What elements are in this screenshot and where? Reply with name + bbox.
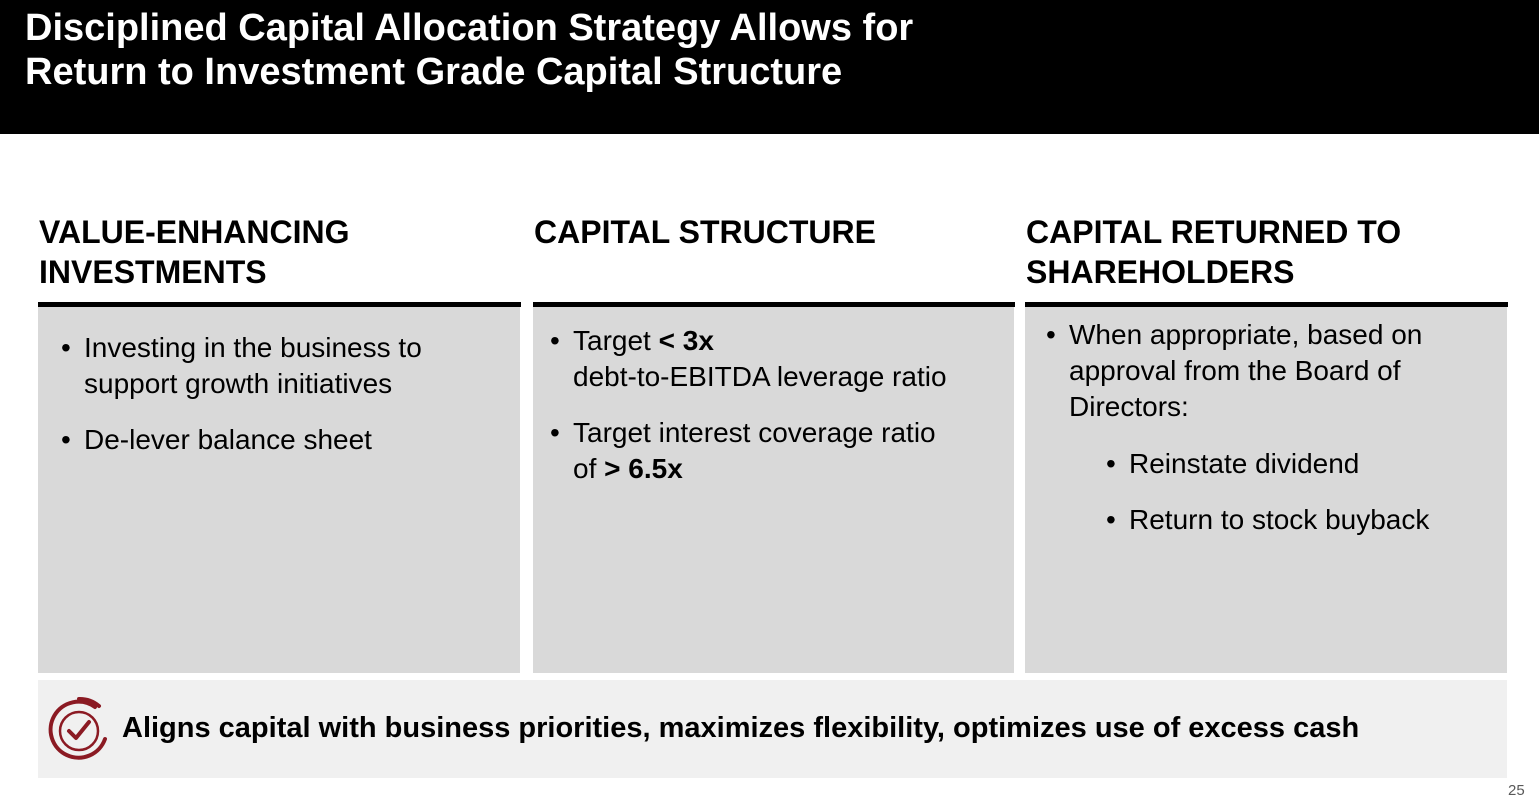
- heading-line: INVESTMENTS: [39, 254, 267, 290]
- bullet-line: • De-lever balance sheet: [84, 424, 372, 455]
- bullet-list: [550, 323, 947, 507]
- column-heading-capital-structure: [534, 212, 876, 252]
- key-takeaway-banner: [38, 680, 1507, 778]
- heading-line: SHAREHOLDERS: [1026, 254, 1295, 290]
- title-line: Return to Investment Grade Capital Structure: [25, 51, 843, 93]
- sub-bullet-list: [1106, 446, 1429, 558]
- list-item: [61, 422, 422, 458]
- bullet-line: • Reinstate dividend: [1129, 448, 1360, 479]
- title-bar: [0, 0, 1539, 134]
- bullet-line: • When appropriate, based on: [1069, 319, 1423, 350]
- slide-title: [25, 6, 913, 94]
- list-item: [1106, 446, 1429, 482]
- panel-capital-structure: [533, 307, 1014, 673]
- bullet-line: • Target interest coverage ratio: [573, 417, 936, 448]
- heading-line: CAPITAL STRUCTURE: [534, 214, 876, 250]
- list-item: [550, 323, 947, 395]
- column-heading-investments: [39, 212, 350, 292]
- bullet-line: Directors:: [1069, 391, 1189, 422]
- list-item: [61, 330, 422, 402]
- takeaway-text: Aligns capital with business priorities, maximizes flexibility, optimizes use of excess cash: [122, 712, 1360, 744]
- bullet-line: approval from the Board of: [1069, 355, 1401, 386]
- text-run: of: [573, 453, 605, 484]
- bullet-line: [573, 451, 947, 487]
- list-item: [550, 415, 947, 487]
- page-number: 25: [1508, 782, 1525, 799]
- panel-investments: [38, 307, 520, 673]
- coverage-target: > 6.5x: [604, 453, 683, 484]
- heading-line: VALUE-ENHANCING: [39, 214, 350, 250]
- bullet-line: debt-to-EBITDA leverage ratio: [573, 361, 947, 392]
- bullet-list: [1046, 317, 1422, 445]
- title-line: Disciplined Capital Allocation Strategy Allows for: [25, 7, 914, 49]
- heading-line: CAPITAL RETURNED TO: [1026, 214, 1402, 250]
- list-item: [1046, 317, 1422, 425]
- panel-shareholders: [1025, 307, 1507, 673]
- bullet-line: • Investing in the business to: [84, 332, 422, 363]
- bullet-line: [573, 323, 947, 359]
- bullet-line: support growth initiatives: [84, 368, 393, 399]
- bullet-list: [61, 330, 422, 478]
- column-heading-shareholders: [1026, 212, 1401, 292]
- leverage-target: < 3x: [658, 325, 714, 356]
- list-item: [1106, 502, 1429, 538]
- check-circle-icon: [44, 694, 114, 764]
- bullet-line: • Return to stock buyback: [1129, 504, 1430, 535]
- text-run: Target: [573, 325, 659, 356]
